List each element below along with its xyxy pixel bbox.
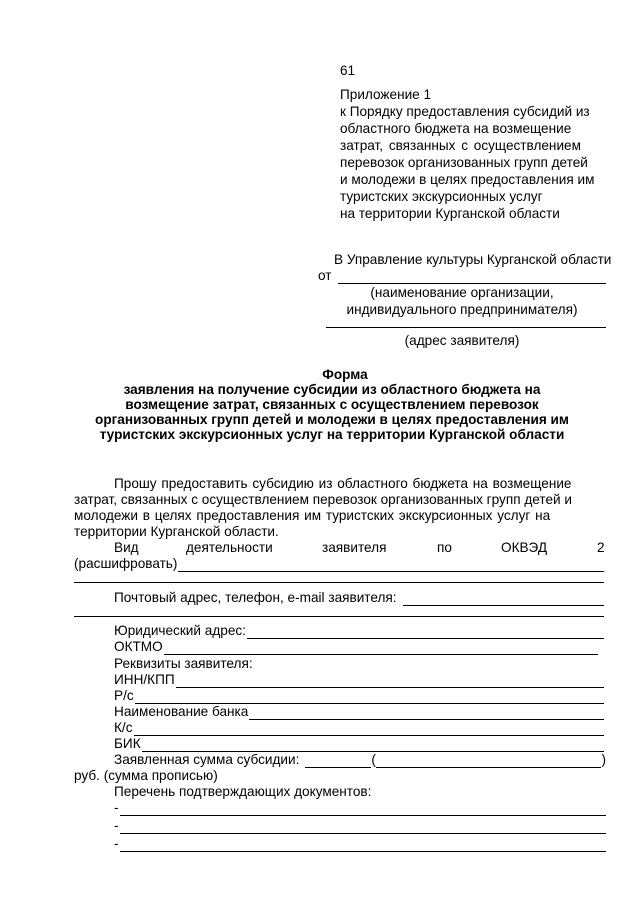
from-field[interactable] — [338, 270, 607, 284]
from-label: от — [318, 268, 332, 283]
amount-close-paren: ) — [601, 752, 606, 767]
corr-row — [114, 719, 604, 736]
inn-row — [114, 671, 604, 688]
oktmo-label: ОКТМО — [114, 639, 163, 654]
request-text: затрат, связанных с осуществлением перевозок организованных групп детей и — [74, 492, 572, 507]
doc-dash: - — [114, 818, 119, 833]
appendix-line: затрат, связанных с осуществлением — [340, 138, 581, 153]
address-field[interactable] — [326, 327, 606, 328]
postal-row — [114, 589, 604, 606]
amount-open-paren: ( — [371, 752, 376, 767]
request-text: территории Курганской области. — [74, 524, 279, 539]
addressee-to: В Управление культуры Курганской области — [334, 252, 612, 267]
appendix-line: перевозок организованных групп детей — [340, 155, 588, 170]
request-text: молодежи в целях предоставления им туристских экскурсионных услуг на — [74, 508, 551, 523]
activity-word: 2 — [597, 540, 605, 555]
amount-number-field[interactable] — [305, 754, 371, 768]
form-heading: Форма — [322, 367, 368, 382]
amount-row — [114, 751, 606, 768]
page-number: 61 — [340, 63, 356, 78]
org-hint: (наименование организации, — [370, 285, 554, 300]
legal-address-row — [114, 622, 604, 639]
appendix-line: и молодежи в целях предоставления им — [340, 172, 595, 187]
activity-field-extra[interactable] — [74, 582, 604, 583]
bik-field[interactable] — [142, 738, 604, 752]
activity-word: деятельности — [186, 540, 273, 555]
form-title-line: заявления на получение субсидии из областного бюджета на — [123, 382, 541, 397]
corr-field[interactable] — [134, 722, 605, 736]
appendix-title: Приложение 1 — [340, 87, 432, 102]
account-field[interactable] — [135, 690, 604, 704]
docs-label: Перечень подтверждающих документов: — [114, 784, 372, 799]
doc-row — [114, 835, 606, 852]
account-row — [114, 687, 604, 704]
doc-row — [114, 799, 606, 816]
bank-label: Наименование банка — [114, 704, 249, 719]
from-row — [318, 267, 606, 284]
account-label: Р/с — [114, 688, 134, 703]
postal-label: Почтовый адрес, телефон, e-mail заявителя: — [114, 590, 397, 605]
bank-row — [114, 703, 604, 720]
decode-label: (расшифровать) — [74, 556, 178, 571]
amount-label: Заявленная сумма субсидии: — [114, 752, 300, 767]
bik-row — [114, 735, 604, 752]
postal-field[interactable] — [403, 592, 604, 606]
postal-field-extra[interactable] — [74, 616, 604, 617]
decode-row — [74, 555, 604, 572]
doc-field[interactable] — [120, 820, 606, 834]
appendix-line: на территории Курганской области — [340, 206, 560, 221]
activity-word: по — [437, 540, 452, 555]
request-text: Прошу предоставить субсидию из областного бюджета на возмещение — [114, 476, 572, 491]
doc-row — [114, 817, 606, 834]
amount-suffix: руб. (сумма прописью) — [74, 768, 218, 783]
doc-dash: - — [114, 800, 119, 815]
activity-word: заявителя — [322, 540, 387, 555]
activity-field[interactable] — [178, 558, 604, 572]
activity-word: Вид — [114, 540, 139, 555]
address-hint: (адрес заявителя) — [404, 333, 520, 348]
form-title-line: возмещение затрат, связанных с осуществлением перевозок — [125, 397, 539, 412]
bik-label: БИК — [114, 736, 141, 751]
legal-address-field[interactable] — [247, 625, 604, 639]
form-title-line: организованных групп детей и молодежи в целях предоставления им — [95, 412, 569, 427]
doc-dash: - — [114, 836, 119, 851]
legal-address-label: Юридический адрес: — [114, 623, 246, 638]
doc-field[interactable] — [120, 802, 606, 816]
appendix-line: областного бюджета на возмещение — [340, 121, 572, 136]
amount-words-field[interactable] — [376, 754, 602, 768]
appendix-line: к Порядку предоставления субсидий из — [340, 104, 590, 119]
bank-field[interactable] — [249, 706, 604, 720]
inn-field[interactable] — [176, 674, 604, 688]
org-hint: индивидуального предпринимателя) — [346, 302, 578, 317]
appendix-line: туристских экскурсионных услуг — [340, 189, 543, 204]
activity-word: ОКВЭД — [501, 540, 548, 555]
corr-label: К/с — [114, 720, 133, 735]
oktmo-field[interactable] — [164, 641, 598, 655]
oktmo-row — [114, 638, 598, 655]
doc-field[interactable] — [120, 838, 606, 852]
inn-label: ИНН/КПП — [114, 672, 175, 687]
form-title-line: туристских экскурсионных услуг на территории Курганской области — [99, 427, 565, 442]
requisites-label: Реквизиты заявителя: — [114, 656, 253, 671]
